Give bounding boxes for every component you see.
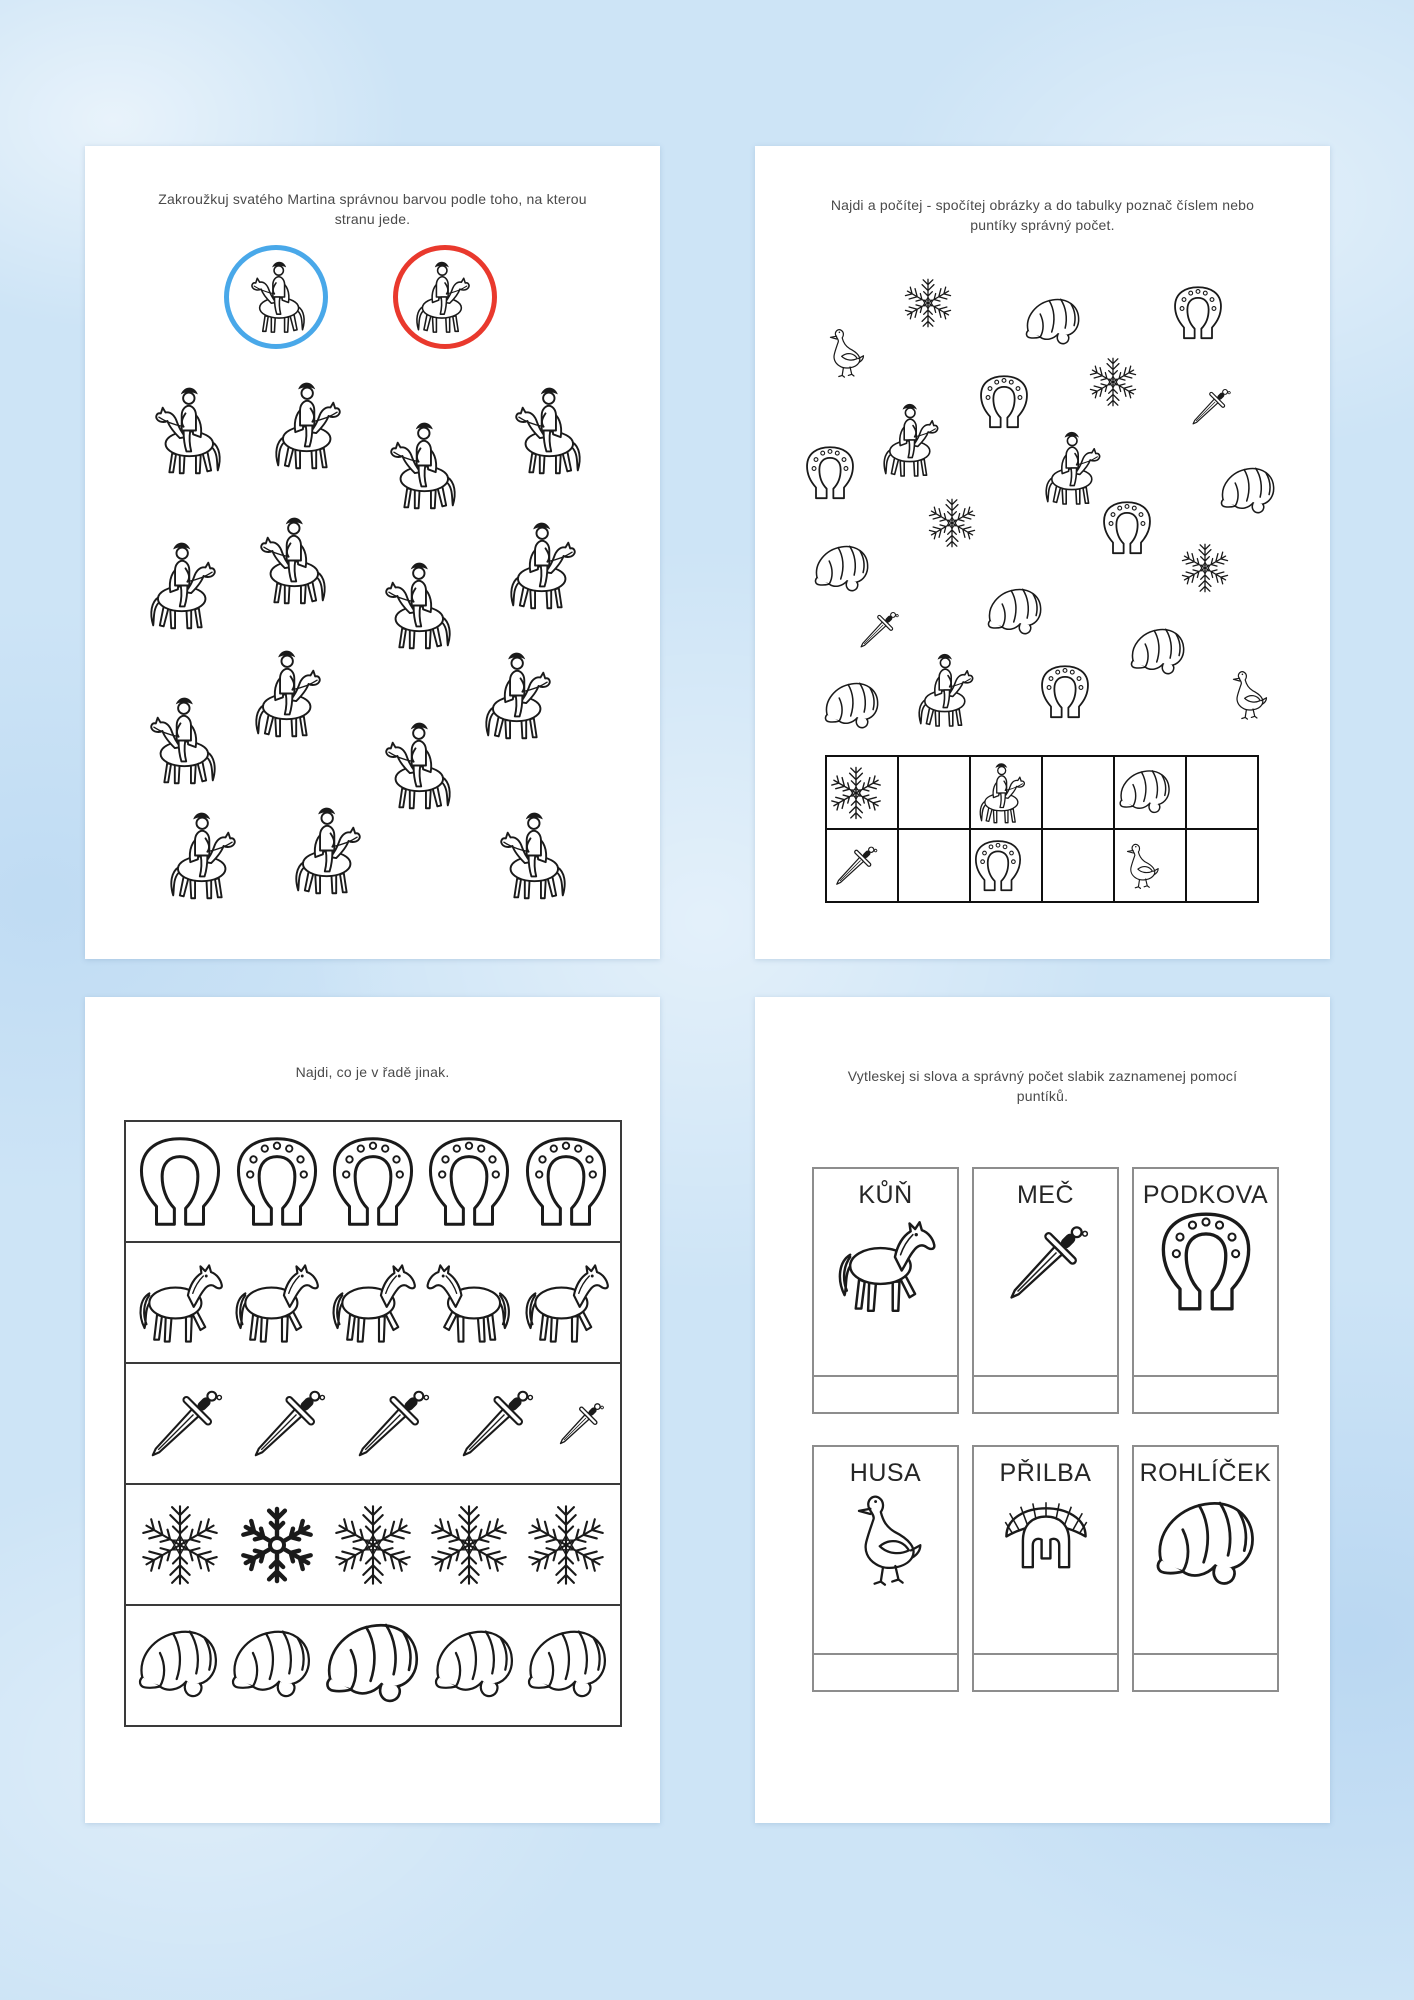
page-title: Najdi a počítej - spočítej obrázky a do tabulky poznač číslem nebo puntíky správný počet. [830,197,1255,233]
snowflake-icon [901,276,955,330]
horseshoe-icon [230,1135,324,1229]
rider-icon [908,650,988,730]
worksheet-row [124,1241,622,1364]
rider-icon [368,718,463,813]
dots-strip [812,1655,959,1692]
sword-icon [136,1376,232,1472]
odd-one-out-rows [124,1120,622,1727]
syllable-cards [812,1167,1280,1692]
horseshoe-icon [326,1135,420,1229]
rider-icon [483,808,578,903]
card-label: MEČ [1016,1181,1075,1209]
cell-empty [1042,829,1114,902]
page-title: Najdi, co je v řadě jinak. [295,1064,450,1080]
croissant-icon [1148,1488,1264,1604]
goose-icon [834,1488,938,1592]
goose-icon [817,325,873,381]
card-box [972,1445,1119,1655]
count-table [825,755,1259,903]
table-row [826,829,1258,902]
card-label: PŘILBA [999,1459,1092,1487]
snowflake-bold-icon [233,1501,321,1589]
rider-icon [1035,428,1115,508]
rider-icon [971,760,1037,826]
syllable-card [1132,1445,1279,1692]
rider-icon [873,400,953,480]
worksheet-row [124,1120,622,1243]
worksheet-page-count [755,146,1330,959]
cell-empty [1186,829,1258,902]
snowflake-icon [827,764,885,822]
cell-rider [970,756,1042,829]
card-label: HUSA [849,1459,922,1487]
rider-icon [237,258,315,336]
rider-icon [138,383,233,478]
dots-strip [812,1377,959,1414]
sword-icon [239,1376,335,1472]
worksheet-row [124,1483,622,1606]
cell-empty [898,756,970,829]
snowflake-icon [425,1501,513,1589]
sword-icon [343,1376,439,1472]
croissant-icon [1115,763,1175,823]
card-box [1132,1445,1279,1655]
cell-empty [1186,756,1258,829]
cell-croissant [1114,756,1186,829]
cell-horseshoe [970,829,1042,902]
card-box [812,1445,959,1655]
rider-icon [263,378,358,473]
snowflake-icon [136,1501,224,1589]
goose-icon [1220,667,1276,723]
rider-icon [368,558,463,653]
snowflake-icon [522,1501,610,1589]
horseshoe-icon [1037,664,1093,720]
page-title: Vytleskej si slova a správný počet slabik zaznamenej pomocí puntíků. [847,1068,1238,1104]
croissant-icon [132,1618,225,1714]
horseshoe-plain-icon [133,1135,227,1229]
sword-icon [447,1376,543,1472]
card-box [812,1167,959,1377]
croissant-icon [225,1618,318,1714]
sword-icon [827,838,883,894]
horseshoe-icon [1154,1210,1258,1314]
rider-icon [138,538,233,633]
croissant-icon [810,538,874,602]
card-box [1132,1167,1279,1377]
syllable-card [812,1445,959,1692]
cell-snowflake [826,756,898,829]
syllable-card [1132,1167,1279,1414]
example-circle-right [393,245,497,349]
sword-icon [1184,381,1236,433]
card-label: PODKOVA [1142,1181,1269,1209]
page-title: Zakroužkuj svatého Martina správnou barvou podle toho, na kterou stranu jede. [158,191,587,227]
horseshoe-icon [976,374,1032,430]
rider-icon [473,648,568,743]
rider-icon [373,418,468,513]
horse-icon [830,1210,942,1322]
rider-icon [243,646,338,741]
horse-icon [421,1251,517,1355]
croissant-icon [1126,621,1190,685]
dots-strip [972,1655,1119,1692]
dots-strip [1132,1377,1279,1414]
croissant-icon [1216,460,1280,524]
croissant-icon [983,581,1047,645]
horseshoe-icon [1099,500,1155,556]
worksheet-page-odd-one-out [85,997,660,1823]
dots-strip [1132,1655,1279,1692]
cell-empty [1042,756,1114,829]
croissant-icon [318,1609,428,1722]
syllable-card [972,1167,1119,1414]
snowflake-icon [1178,541,1232,595]
cell-sword [826,829,898,902]
rider-icon [283,803,378,898]
card-label: ROHLÍČEK [1139,1459,1272,1487]
cell-goose [1114,829,1186,902]
rider-icon [498,383,593,478]
rider-icon [243,513,338,608]
cell-empty [898,829,970,902]
rider-icon [133,693,228,788]
syllable-card [812,1167,959,1414]
croissant-icon [428,1618,521,1714]
horse-icon [518,1251,614,1355]
syllable-card [972,1445,1119,1692]
sword-icon [550,1394,610,1454]
croissant-icon [521,1618,614,1714]
worksheet-page-circle-martin [85,146,660,959]
card-label: KŮŇ [858,1181,913,1209]
horseshoe-icon [802,445,858,501]
table-row [826,756,1258,829]
snowflake-icon [925,496,979,550]
dots-strip [972,1377,1119,1414]
rider-icon [498,518,593,613]
worksheet-row [124,1362,622,1485]
horseshoe-icon [519,1135,613,1229]
sword-icon [993,1210,1099,1316]
worksheet-row [124,1604,622,1727]
croissant-icon [1021,291,1085,355]
horse-icon [132,1251,228,1355]
horse-icon [228,1251,324,1355]
example-circle-left [224,245,328,349]
goose-icon [1115,840,1167,892]
horse-icon [325,1251,421,1355]
horseshoe-icon [1170,285,1226,341]
snowflake-icon [329,1501,417,1589]
horseshoe-icon [971,839,1025,893]
helmet-icon [991,1488,1101,1598]
croissant-icon [820,675,884,739]
worksheet-page-syllables [755,997,1330,1823]
snowflake-icon [1086,355,1140,409]
rider-icon [406,258,484,336]
sword-icon [852,604,904,656]
horseshoe-icon [422,1135,516,1229]
rider-icon [158,808,253,903]
card-box [972,1167,1119,1377]
